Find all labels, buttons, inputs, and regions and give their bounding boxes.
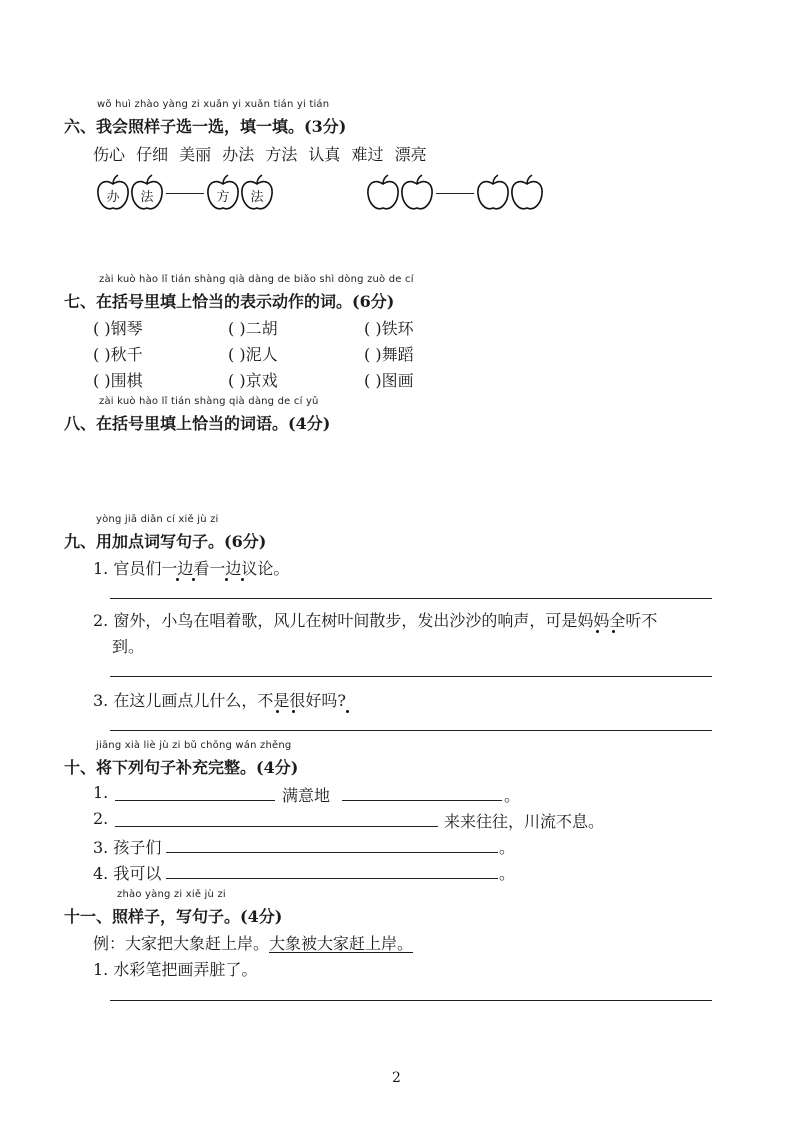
- answer-line-1[interactable]: [110, 598, 712, 599]
- s10-pinyin: jiāng xià liè jù zi bǔ chōng wán zhěng: [96, 740, 292, 751]
- answer-line-4[interactable]: [110, 1000, 712, 1001]
- dash-divider: [436, 193, 474, 194]
- s11-question-1: 1. 水彩笔把画弄脏了。: [93, 960, 258, 979]
- s9-question-2: 2. 窗外，小鸟在唱着歌，风儿在树叶间散步，发出沙沙的响声，可是妈妈全听不: [93, 611, 658, 630]
- s9-pinyin: yòng jiā diǎn cí xiě jù zi: [96, 514, 219, 525]
- s6-heading: 六、我会照样子选一选，填一填。(3分): [64, 117, 347, 136]
- s7-blank-tuhua[interactable]: ( )图画: [364, 371, 414, 390]
- s10-heading: 十、将下列句子补充完整。(4分): [64, 758, 299, 777]
- s10-q3-end: 。: [499, 838, 516, 857]
- s10-q1-middle: 满意地: [282, 786, 331, 805]
- s11-example-answer: 大象被大家赶上岸。: [269, 934, 414, 953]
- emphasis-dot: [292, 710, 295, 713]
- s11-example: [93, 931, 413, 954]
- answer-line-3[interactable]: [110, 730, 712, 731]
- s7-blank-erhu[interactable]: ( )二胡: [228, 319, 278, 338]
- s7-blank-jingxi[interactable]: ( )京戏: [228, 371, 278, 390]
- apple-char: 方: [216, 190, 230, 205]
- apple-char: 法: [140, 190, 154, 205]
- emphasis-dot: [176, 578, 179, 581]
- s8-pinyin: zài kuò hào lǐ tián shàng qià dàng de cí yǔ: [99, 396, 319, 407]
- blank-line[interactable]: [115, 800, 275, 801]
- emphasis-dot: [241, 578, 244, 581]
- apple-icon: [240, 174, 274, 212]
- apple-icon: [96, 174, 130, 212]
- s10-q1-end: 。: [504, 786, 521, 805]
- s11-heading: 十一、照样子，写句子。(4分): [64, 907, 283, 926]
- s10-q2-end: 来来往往，川流不息。: [444, 812, 605, 831]
- page-number: 2: [392, 1070, 401, 1086]
- emphasis-dot: [612, 630, 615, 633]
- s9-question-3: 3. 在这儿画点儿什么，不是很好吗?: [93, 691, 346, 710]
- s6-blank-apples[interactable]: [366, 174, 544, 212]
- apple-char: 办: [106, 190, 120, 205]
- s7-heading: 七、在括号里填上恰当的表示动作的词。(6分): [64, 292, 395, 311]
- emphasis-dot: [596, 630, 599, 633]
- s6-example-apples: [96, 174, 274, 212]
- apple-icon[interactable]: [476, 174, 510, 212]
- emphasis-dot: [192, 578, 195, 581]
- s10-q1-number: 1.: [93, 783, 109, 802]
- emphasis-dot: [346, 710, 349, 713]
- blank-line[interactable]: [342, 800, 502, 801]
- s7-blank-tiehuan[interactable]: ( )铁环: [364, 319, 414, 338]
- blank-line[interactable]: [166, 852, 498, 853]
- s10-q4-end: 。: [499, 864, 516, 883]
- blank-line[interactable]: [115, 826, 438, 827]
- apple-icon[interactable]: [366, 174, 400, 212]
- s11-example-prefix: 例：大家把大象赶上岸。: [93, 934, 270, 953]
- blank-line[interactable]: [166, 878, 498, 879]
- apple-icon: [206, 174, 240, 212]
- s7-blank-niren[interactable]: ( )泥人: [228, 345, 278, 364]
- emphasis-dot: [276, 710, 279, 713]
- s10-q2-number: 2.: [93, 809, 109, 828]
- s10-q3-start: 3. 孩子们: [93, 838, 162, 857]
- apple-icon[interactable]: [400, 174, 434, 212]
- s7-blank-wudao[interactable]: ( )舞蹈: [364, 345, 414, 364]
- s8-heading: 八、在括号里填上恰当的词语。(4分): [64, 414, 331, 433]
- s7-blank-weiqi[interactable]: ( )围棋: [93, 371, 143, 390]
- apple-char: 法: [250, 190, 264, 205]
- s7-blank-gangqin[interactable]: ( )钢琴: [93, 319, 143, 338]
- s7-blank-qiuqian[interactable]: ( )秋千: [93, 345, 143, 364]
- s10-q4-start: 4. 我可以: [93, 864, 162, 883]
- answer-line-2[interactable]: [110, 676, 712, 677]
- s6-word-bank: 伤心 仔细 美丽 办法 方法 认真 难过 漂亮: [93, 145, 427, 164]
- dash-divider: [166, 193, 204, 194]
- apple-icon: [130, 174, 164, 212]
- s9-question-1: 1. 官员们一边看一边议论。: [93, 559, 290, 578]
- s6-pinyin: wǒ huì zhào yàng zi xuǎn yi xuǎn tián yi tián: [97, 99, 330, 110]
- s9-heading: 九、用加点词写句子。(6分): [64, 532, 267, 551]
- apple-icon[interactable]: [510, 174, 544, 212]
- s11-pinyin: zhào yàng zi xiě jù zi: [117, 889, 226, 900]
- s9-question-2-cont: 到。: [112, 637, 145, 656]
- s7-pinyin: zài kuò hào lǐ tián shàng qià dàng de biǎo shì dòng zuò de cí: [99, 274, 414, 285]
- emphasis-dot: [225, 578, 228, 581]
